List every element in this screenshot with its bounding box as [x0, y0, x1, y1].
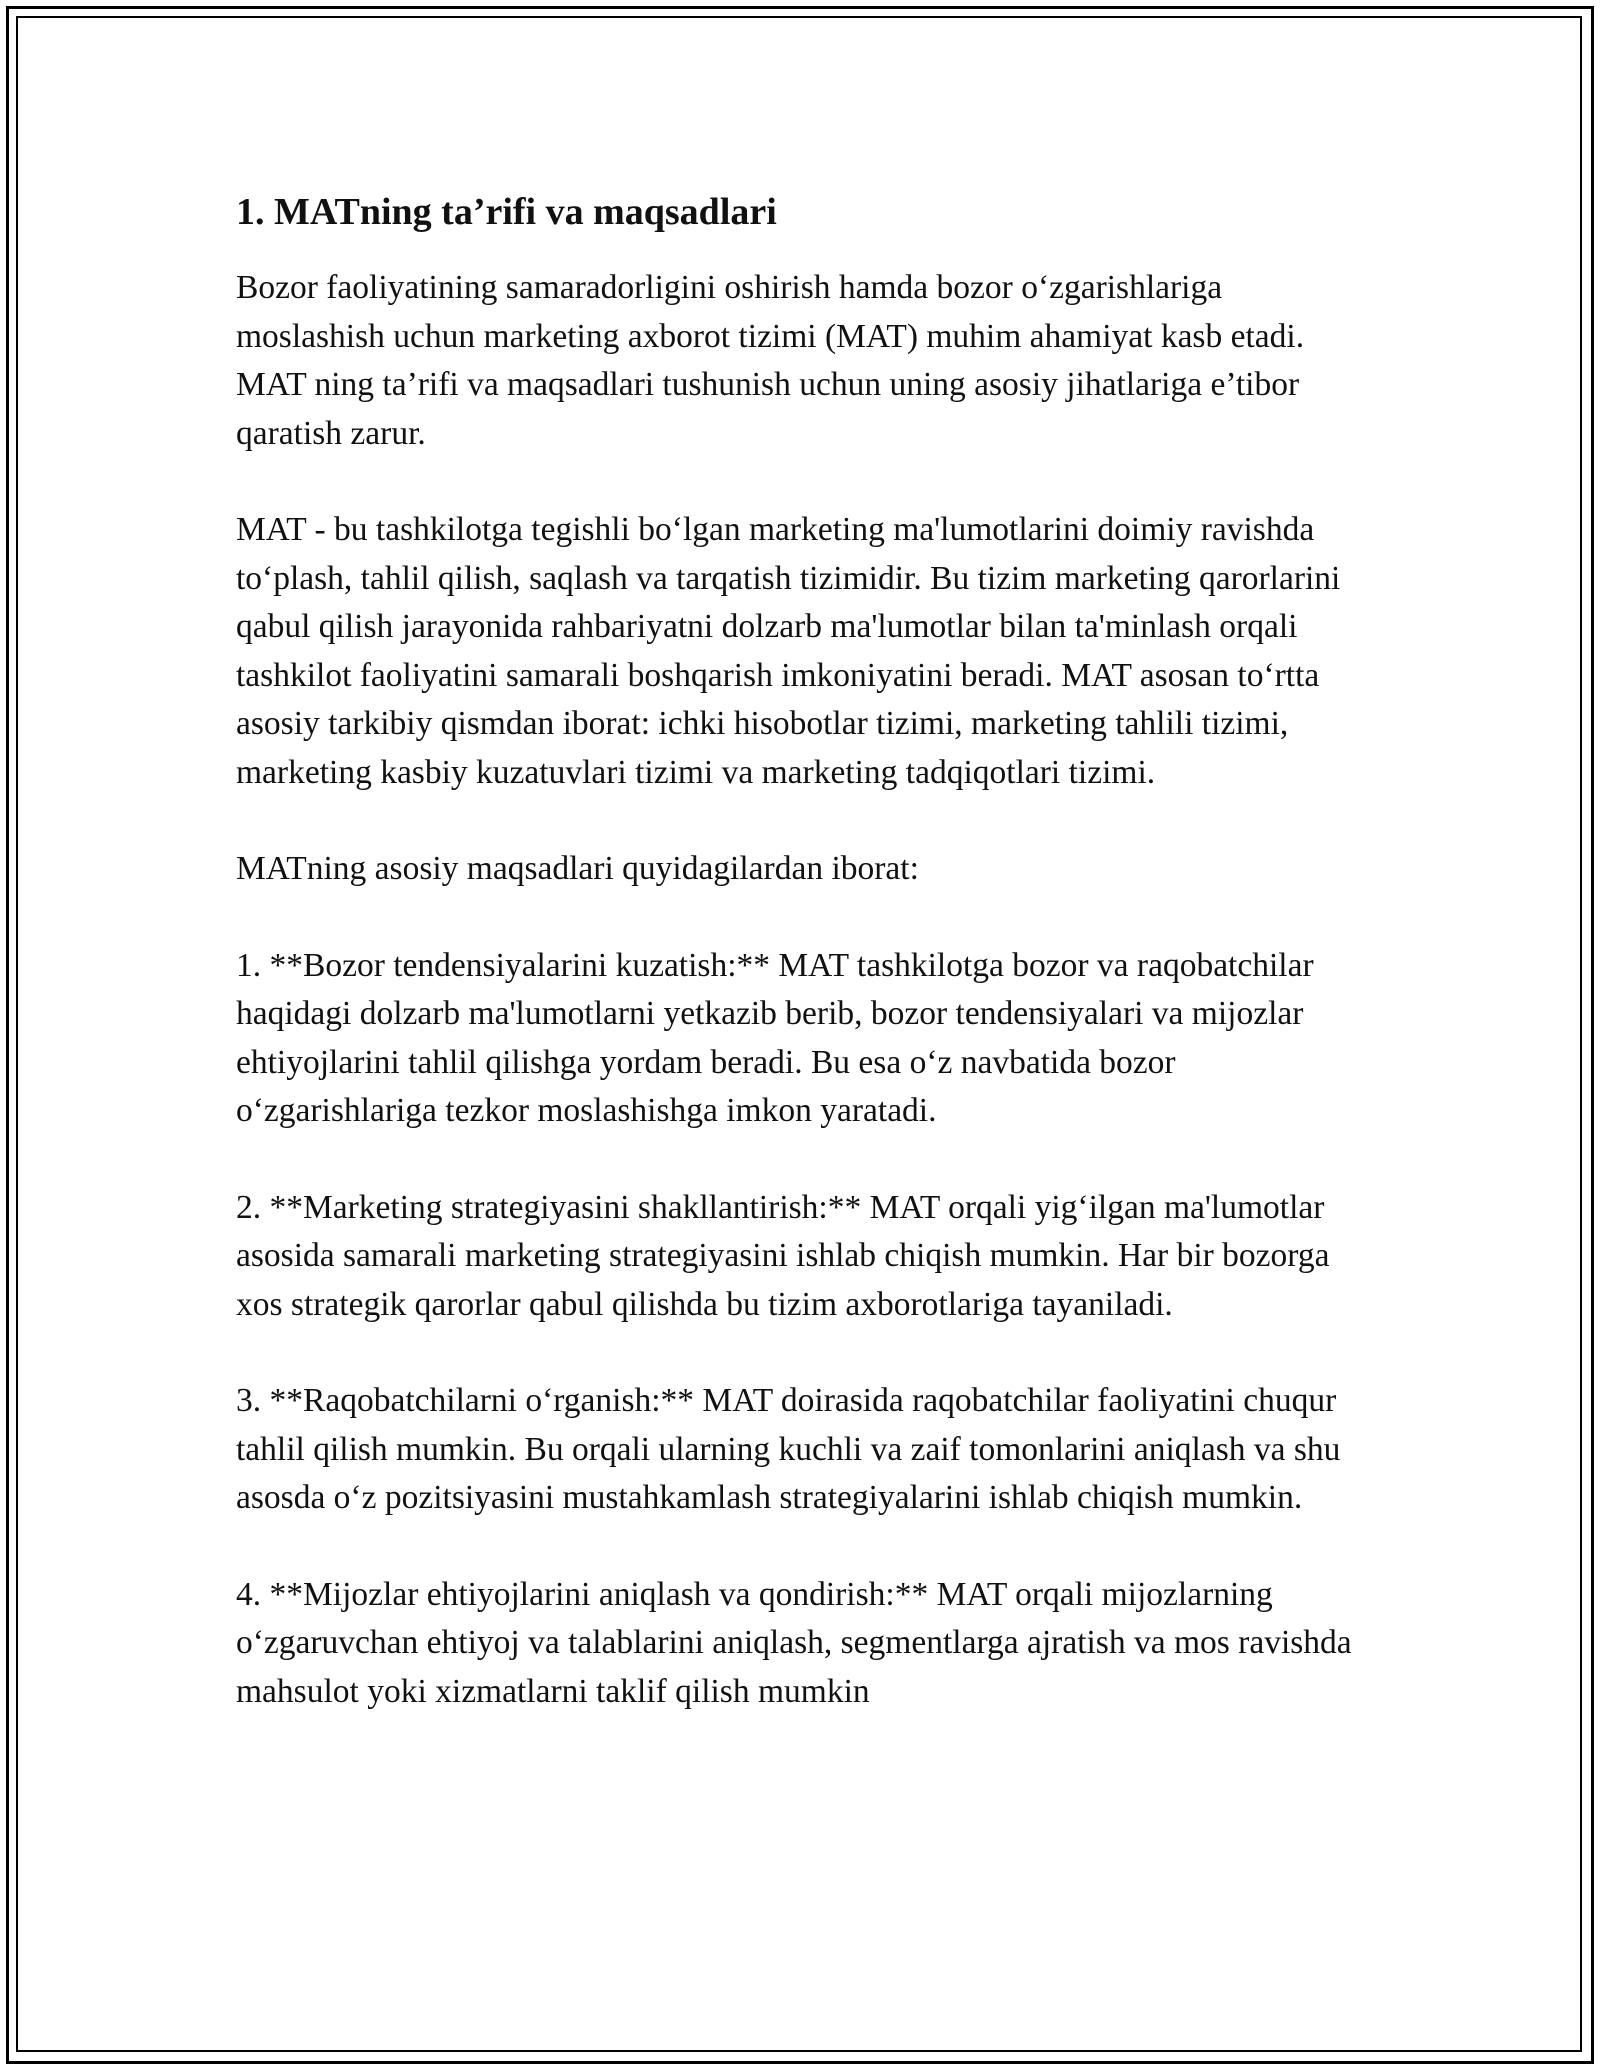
list-item-goal-2: 2. **Marketing strategiyasini shakllantirish:** MAT orqali yig‘ilgan ma'lumotlar asosida samarali marketing strategiyasini ishlab chiqish mumkin. Har bir bozorga xos strategik qarorlar qabul qilishda bu tizim axborotlariga tayaniladi. [236, 1188, 1330, 1323]
paragraph-goals-intro: MATning asosiy maqsadlari quyidagilardan iborat: [236, 850, 919, 887]
list-item-goal-3: 3. **Raqobatchilarni o‘rganish:** MAT doirasida raqobatchilar faoliyatini chuqur tahlil qilish mumkin. Bu orqali ularning kuchli va zaif tomonlarini aniqlash va shu asosda o‘z pozitsiyasini mustahkamlash strategiyalarini ishlab chiqish mumkin. [236, 1382, 1341, 1516]
paragraph-definition: MAT - bu tashkilotga tegishli bo‘lgan marketing ma'lumotlarini doimiy ravishda to‘plash, tahlil qilish, saqlash va tarqatish tizimidir. Bu tizim marketing qarorlarini qabul qilish jarayonida rahbariyatni dolzarb ma'lumotlar bilan ta'minlash orqali tashkilot faoliyatini samarali boshqarish imkoniyatini beradi. MAT asosan to‘rtta asosiy tarkibiy qismdan iborat: ichki hisobotlar tizimi, marketing tahlili tizimi, marketing kasbiy kuzatuvlari tizimi va marketing tadqiqotlari tizimi. [236, 511, 1341, 791]
paragraph-intro: Bozor faoliyatining samaradorligini oshirish hamda bozor o‘zgarishlariga moslashish uchun marketing axborot tizimi (MAT) muhim ahamiyat kasb etadi. MAT ning ta’rifi va maqsadlari tushunish uchun uning asosiy jihatlariga e’tibor qaratish zarur. [236, 269, 1305, 452]
list-item-goal-1: 1. **Bozor tendensiyalarini kuzatish:** MAT tashkilotga bozor va raqobatchilar haqidagi dolzarb ma'lumotlarni yetkazib berib, bozor tendensiyalari va mijozlar ehtiyojlarini tahlil qilishga yordam beradi. Bu esa o‘z navbatida bozor o‘zgarishlariga tezkor moslashishga imkon yaratadi. [236, 946, 1314, 1129]
list-item-goal-4: 4. **Mijozlar ehtiyojlarini aniqlash va qondirish:** MAT orqali mijozlarning o‘zgaruvchan ehtiyoj va talablarini aniqlash, segmentlarga ajratish va mos ravishda mahsulot yoki xizmatlarni taklif qilish mumkin [236, 1575, 1352, 1710]
section-heading: 1. MATning ta’rifi va maqsadlari [236, 191, 777, 233]
document-body [236, 188, 1376, 1716]
